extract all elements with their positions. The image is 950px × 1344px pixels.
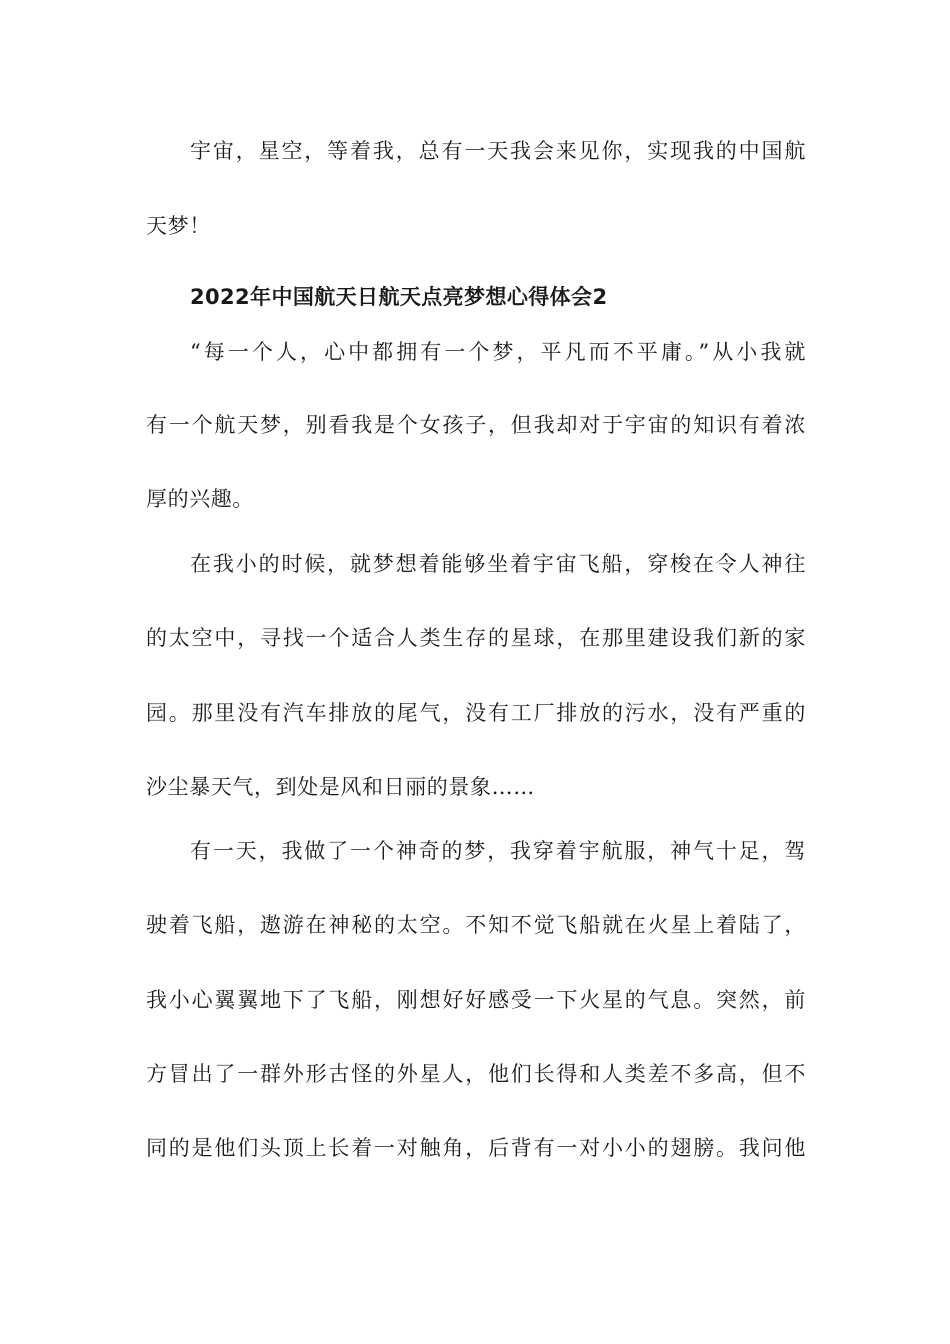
section-heading: 2022年中国航天日航天点亮梦想心得体会2 (190, 285, 608, 309)
text-line: 沙尘暴天气，到处是风和日丽的景象…… (146, 775, 535, 799)
text-line: 天梦！ (146, 214, 211, 238)
text-line: 宇宙，星空，等着我，总有一天我会来见你，实现我的中国航 (190, 139, 806, 163)
text-line: 同的是他们头顶上长着一对触角，后背有一对小小的翅膀。我问他 (146, 1136, 806, 1160)
text-line: 的太空中，寻找一个适合人类生存的星球，在那里建设我们新的家 (146, 626, 806, 650)
text-line: 有一天，我做了一个神奇的梦，我穿着宇航服，神气十足，驾 (190, 839, 806, 863)
text-line: 有一个航天梦，别看我是个女孩子，但我却对于宇宙的知识有着浓 (146, 413, 806, 437)
text-line: 我小心翼翼地下了飞船，刚想好好感受一下火星的气息。突然，前 (146, 988, 806, 1012)
text-line: “每一个人，心中都拥有一个梦，平凡而不平庸。”从小我就 (190, 340, 806, 364)
text-line: 园。那里没有汽车排放的尾气，没有工厂排放的污水，没有严重的 (146, 701, 806, 725)
text-line: 厚的兴趣。 (146, 487, 254, 511)
text-line: 驶着飞船，遨游在神秘的太空。不知不觉飞船就在火星上着陆了， (146, 913, 806, 937)
text-line: 在我小的时候，就梦想着能够坐着宇宙飞船，穿梭在令人神往 (190, 552, 806, 576)
text-line: 方冒出了一群外形古怪的外星人，他们长得和人类差不多高，但不 (146, 1062, 806, 1086)
